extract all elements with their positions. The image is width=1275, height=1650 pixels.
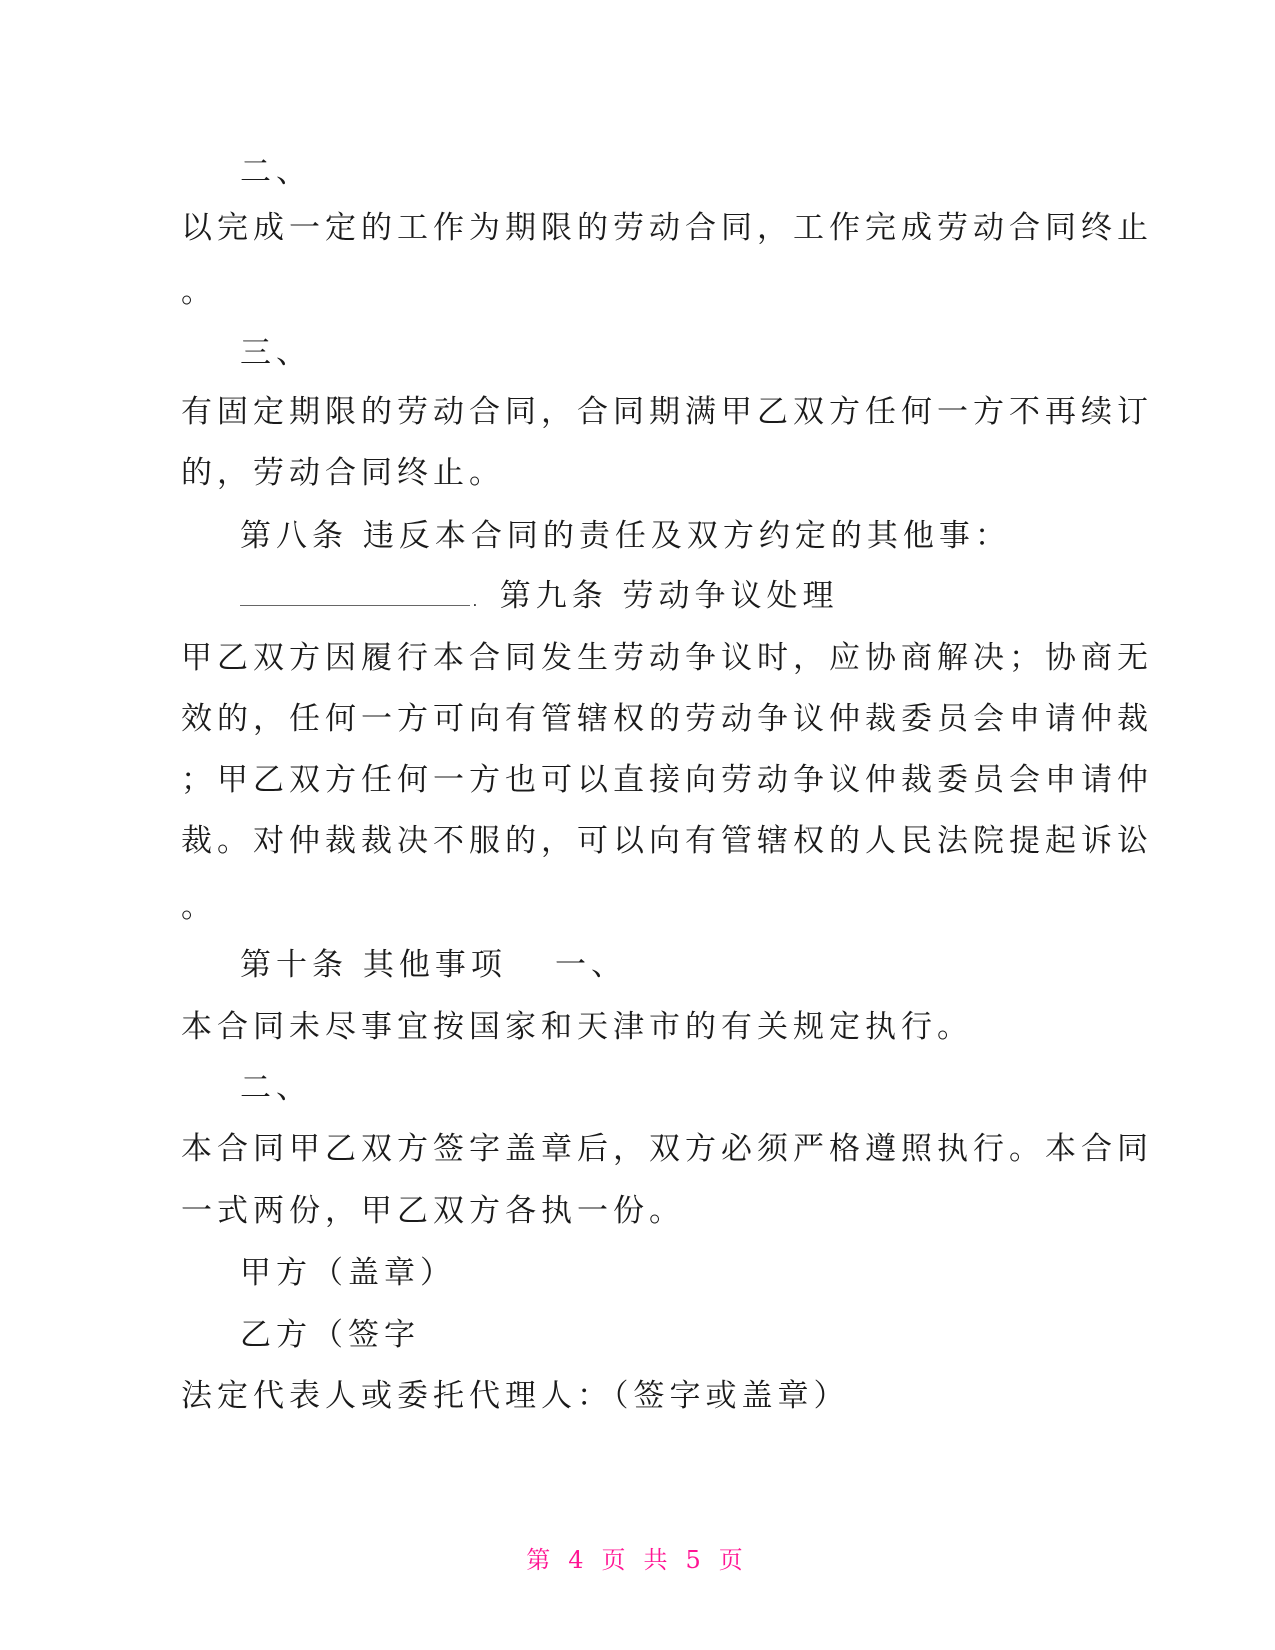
total-unit: 页: [718, 1546, 749, 1574]
paragraph-line: 。: [181, 889, 217, 925]
party-a-signature-line: 甲方（盖章）: [240, 1255, 456, 1291]
clause-heading-1: 一、: [555, 947, 627, 983]
paragraph-line: 效的，任何一方可向有管辖权的劳动争议仲裁委员会申请仲裁: [181, 701, 1153, 737]
paragraph-line: 。: [181, 274, 217, 310]
article-9-heading: . 第九条 劳动争议处理: [470, 578, 839, 614]
article-10-heading: 第十条 其他事项: [240, 947, 507, 983]
clause-heading-2: 二、: [240, 154, 312, 190]
paragraph-line: 本合同甲乙双方签字盖章后，双方必须严格遵照执行。本合同: [181, 1131, 1153, 1167]
paragraph-line: 的，劳动合同终止。: [181, 455, 505, 491]
legal-representative-line: 法定代表人或委托代理人：（签字或盖章）: [181, 1378, 850, 1414]
paragraph-line: 甲乙双方因履行本合同发生劳动争议时，应协商解决；协商无: [181, 640, 1153, 676]
paragraph-line: ；甲乙双方任何一方也可以直接向劳动争议仲裁委员会申请仲: [181, 762, 1153, 798]
party-b-signature-line: 乙方（签字: [240, 1317, 420, 1353]
paragraph-line: 裁。对仲裁裁决不服的，可以向有管辖权的人民法院提起诉讼: [181, 823, 1153, 859]
page-number: 4: [568, 1546, 590, 1574]
page-label: 第: [526, 1546, 557, 1574]
page-footer: [0, 1540, 1275, 1575]
total-number: 5: [685, 1546, 707, 1574]
clause-heading-2b: 二、: [240, 1070, 312, 1106]
paragraph-line: 以完成一定的工作为期限的劳动合同，工作完成劳动合同终止: [181, 210, 1153, 246]
article-9-line: [240, 576, 839, 616]
paragraph-line: 有固定期限的劳动合同，合同期满甲乙双方任何一方不再续订: [181, 394, 1153, 430]
clause-heading-3: 三、: [240, 335, 312, 371]
article-8-heading: 第八条 违反本合同的责任及双方约定的其他事：: [240, 518, 1011, 554]
page-unit: 页: [601, 1546, 632, 1574]
paragraph-line: 本合同未尽事宜按国家和天津市的有关规定执行。: [181, 1009, 973, 1045]
fill-in-blank: [240, 583, 470, 606]
total-label: 共: [643, 1546, 674, 1574]
paragraph-line: 一式两份，甲乙双方各执一份。: [181, 1193, 685, 1229]
